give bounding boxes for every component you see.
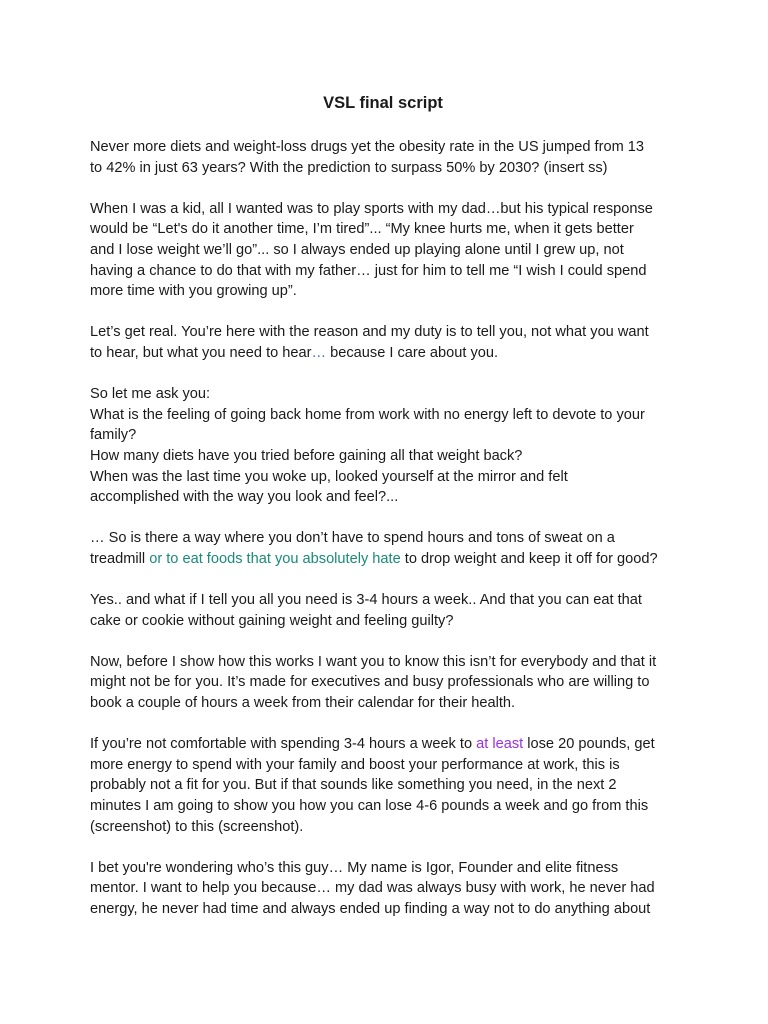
text-line xyxy=(90,137,690,158)
text-run: If you’re not comfortable with spending 3-4 hours a week to xyxy=(90,736,477,753)
text-line xyxy=(90,858,690,879)
text-line xyxy=(90,384,690,405)
text-run: to hear, but what you need to hear xyxy=(90,344,312,361)
text-line xyxy=(90,693,690,714)
document-title: VSL final script xyxy=(323,94,443,112)
text-line xyxy=(90,487,690,508)
text-run: and I lose weight we’ll go”... so I always ended up playing alone until I grew up, not xyxy=(90,241,624,258)
text-line xyxy=(90,240,690,261)
text-run: book a couple of hours a week from their calendar for their health. xyxy=(90,695,516,712)
text-run: What is the feeling of going back home from work with no energy left to devote to your xyxy=(90,406,645,423)
document-body xyxy=(90,137,690,940)
text-run: more energy to spend with your family and boost your performance at work, this is xyxy=(90,756,620,773)
text-run: treadmill xyxy=(90,550,150,567)
highlighted-text: or to eat foods that you absolutely hate xyxy=(149,550,401,567)
text-run: … So is there a way where you don’t have to spend hours and tons of sweat on a xyxy=(90,530,615,547)
text-line xyxy=(90,219,690,240)
text-line xyxy=(90,261,690,282)
highlighted-text: … xyxy=(311,344,327,361)
text-line xyxy=(90,199,690,220)
paragraph xyxy=(90,858,690,920)
paragraph xyxy=(90,384,690,508)
text-line xyxy=(90,528,690,549)
text-line xyxy=(90,405,690,426)
text-run: (screenshot) to this (screenshot). xyxy=(90,818,304,835)
text-line xyxy=(90,734,690,755)
text-run: might not be for you. It’s made for executives and busy professionals who are willing to xyxy=(90,674,650,691)
paragraph xyxy=(90,199,690,302)
text-run: to drop weight and keep it off for good? xyxy=(400,550,658,567)
text-run: How many diets have you tried before gaining all that weight back? xyxy=(90,447,523,464)
paragraph xyxy=(90,652,690,714)
paragraph xyxy=(90,528,690,569)
text-run: would be “Let's do it another time, I’m tired”... “My knee hurts me, when it gets better xyxy=(90,221,634,238)
text-line xyxy=(90,425,690,446)
paragraph xyxy=(90,322,690,363)
text-run: I bet you're wondering who’s this guy… My name is Igor, Founder and elite fitness xyxy=(90,859,619,876)
paragraph xyxy=(90,590,690,631)
text-run: Now, before I show how this works I want you to know this isn’t for everybody and that it xyxy=(90,653,657,670)
text-line xyxy=(90,281,690,302)
text-run: accomplished with the way you look and feel?... xyxy=(90,489,399,506)
text-run: to 42% in just 63 years? With the prediction to surpass 50% by 2030? (insert ss) xyxy=(90,159,608,176)
paragraph xyxy=(90,137,690,178)
text-line xyxy=(90,755,690,776)
text-run: So let me ask you: xyxy=(90,386,211,403)
paragraph xyxy=(90,734,690,837)
text-run: energy, he never had time and always ended up finding a way not to do anything about xyxy=(90,900,651,917)
text-line xyxy=(90,672,690,693)
text-run: Let’s get real. You’re here with the reason and my duty is to tell you, not what you want xyxy=(90,324,649,341)
text-line xyxy=(90,322,690,343)
text-run: Yes.. and what if I tell you all you need is 3-4 hours a week.. And that you can eat that xyxy=(90,592,642,609)
text-run: lose 20 pounds, get xyxy=(523,736,655,753)
text-line xyxy=(90,878,690,899)
text-run: cake or cookie without gaining weight and feeling guilty? xyxy=(90,612,454,629)
text-line xyxy=(90,467,690,488)
text-run: having a chance to do that with my father… just for him to tell me “I wish I could spend xyxy=(90,262,647,279)
text-line xyxy=(90,549,690,570)
text-line xyxy=(90,590,690,611)
text-run: When was the last time you woke up, looked yourself at the mirror and felt xyxy=(90,468,568,485)
text-line xyxy=(90,611,690,632)
text-run: probably not a fit for you. But if that sounds like something you need, in the next 2 xyxy=(90,777,617,794)
text-run: because I care about you. xyxy=(326,344,499,361)
text-line xyxy=(90,158,690,179)
text-line xyxy=(90,446,690,467)
text-run: Never more diets and weight-loss drugs yet the obesity rate in the US jumped from 13 xyxy=(90,139,645,155)
text-run: minutes I am going to show you how you can lose 4-6 pounds a week and go from this xyxy=(90,798,649,814)
text-line xyxy=(90,343,690,364)
text-line xyxy=(90,817,690,838)
text-line xyxy=(90,775,690,796)
text-run: family? xyxy=(90,427,137,444)
highlighted-text: at least xyxy=(476,736,524,753)
text-run: mentor. I want to help you because… my dad was always busy with work, he never had xyxy=(90,880,655,897)
text-line xyxy=(90,652,690,673)
text-run: When I was a kid, all I wanted was to play sports with my dad…but his typical response xyxy=(90,200,653,217)
text-line xyxy=(90,796,690,817)
text-line xyxy=(90,899,690,920)
text-run: more time with you growing up”. xyxy=(90,283,297,300)
